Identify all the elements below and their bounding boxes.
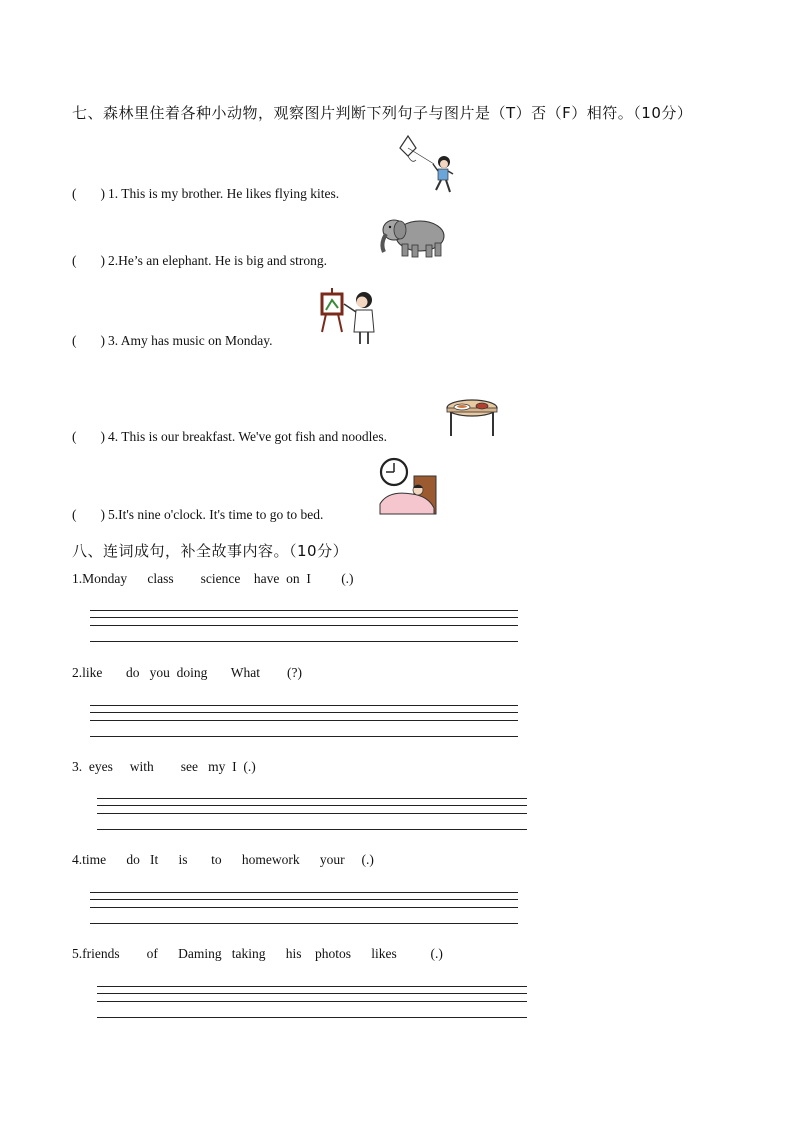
writing-line (90, 720, 518, 721)
writing-line (90, 712, 518, 713)
girl-painting-icon (318, 284, 382, 348)
tf-question-5: ( ) 5.It's nine o'clock. It's time to go to bed. (72, 507, 324, 522)
writing-line (97, 829, 527, 830)
scrambled-words-3: 3. eyes with see my I (.) (72, 759, 256, 774)
writing-line (97, 986, 527, 987)
writing-line (90, 705, 518, 706)
scrambled-words-1: 1.Monday class science have on I (.) (72, 571, 354, 586)
clock-bed-icon (378, 458, 442, 516)
writing-line (97, 993, 527, 994)
writing-line (90, 610, 518, 611)
answer-blank[interactable]: ( ) (72, 186, 105, 201)
writing-line (97, 805, 527, 806)
tf-question-3: ( ) 3. Amy has music on Monday. (72, 333, 273, 348)
writing-line (90, 641, 518, 642)
writing-line (97, 813, 527, 814)
breakfast-table-icon (446, 398, 500, 438)
writing-line (90, 625, 518, 626)
writing-line (90, 617, 518, 618)
elephant-icon (378, 214, 448, 260)
writing-line (97, 1017, 527, 1018)
answer-blank[interactable]: ( ) (72, 429, 105, 444)
tf-question-1: ( ) 1. This is my brother. He likes flying kites. (72, 186, 340, 201)
section-7-title: 七、森林里住着各种小动物，观察图片判断下列句子与图片是（T）否（F）相符。（10分） (72, 104, 693, 122)
tf-question-2: ( ) 2.He’s an elephant. He is big and strong. (72, 253, 327, 268)
answer-blank[interactable]: ( ) (72, 253, 105, 268)
writing-line (90, 923, 518, 924)
scrambled-words-4: 4.time do It is to homework your (.) (72, 852, 374, 867)
writing-line (90, 899, 518, 900)
tf-question-4: ( ) 4. This is our breakfast. We've got fish and noodles. (72, 429, 388, 444)
scrambled-words-5: 5.friends of Daming taking his photos likes (.) (72, 946, 443, 961)
answer-blank[interactable]: ( ) (72, 333, 105, 348)
scrambled-words-2: 2.like do you doing What (?) (72, 665, 302, 680)
section-8-title: 八、连词成句，补全故事内容。（10分） (72, 542, 349, 560)
writing-line (90, 892, 518, 893)
kite-boy-icon (398, 134, 458, 198)
writing-line (90, 736, 518, 737)
writing-line (97, 798, 527, 799)
writing-line (97, 1001, 527, 1002)
answer-blank[interactable]: ( ) (72, 507, 105, 522)
writing-line (90, 907, 518, 908)
